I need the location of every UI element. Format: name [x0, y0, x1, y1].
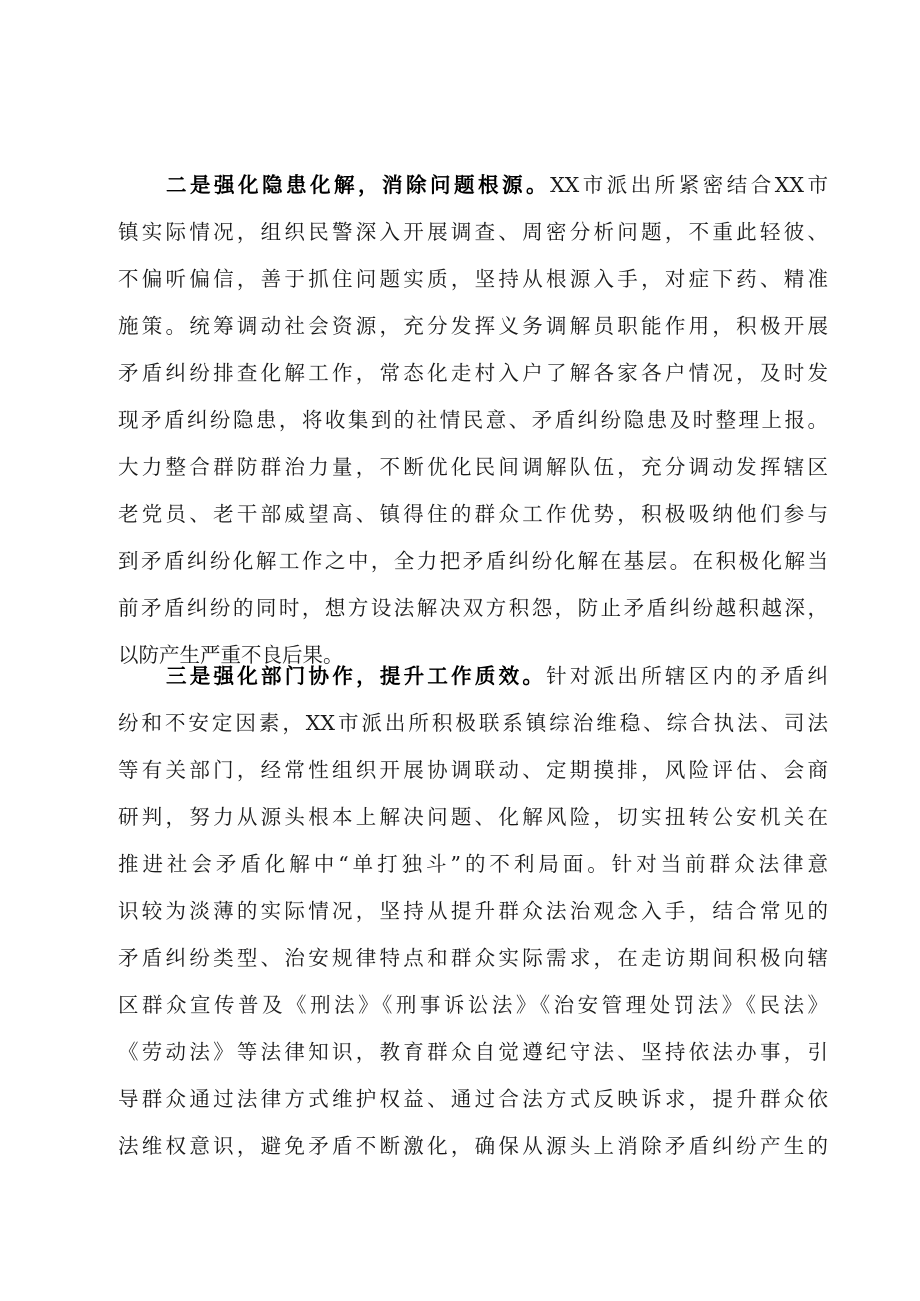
paragraph-line: 到矛盾纠纷化解工作之中，全力把矛盾纠纷化解在基层。在积极化解当 [118, 549, 828, 573]
paragraph-line: 矛盾纠纷类型、治安规律特点和群众实际需求，在走访期间积极向辖 [118, 946, 828, 970]
paragraph-hidden-danger-resolution [118, 162, 828, 679]
paragraph-line: 导群众通过法律方式维护权益、通过合法方式反映诉求，提升群众依 [118, 1087, 828, 1111]
paragraph-line: 研判，努力从源头根本上解决问题、化解风险，切实扭转公安机关在 [118, 805, 828, 829]
paragraph-line: 识较为淡薄的实际情况，坚持从提升群众法治观念入手，结合常见的 [118, 899, 828, 923]
paragraph-line: 镇实际情况，组织民警深入开展调查、周密分析问题，不重此轻彼、 [118, 220, 828, 244]
paragraph-lead: 三是强化部门协作，提升工作质效。 [166, 664, 547, 688]
paragraph-line: 前矛盾纠纷的同时，想方设法解决双方积怨，防止矛盾纠纷越积越深， [118, 596, 828, 620]
paragraph-line: 等有关部门，经常性组织开展协调联动、定期摸排，风险评估、会商 [118, 758, 828, 782]
paragraph-line: 矛盾纠纷排查化解工作，常态化走村入户了解各家各户情况，及时发 [118, 361, 828, 385]
paragraph-line: 以防产生严重不良后果。 [118, 643, 344, 667]
paragraph-line: 纷和不安定因素，XX市派出所积极联系镇综治维稳、综合执法、司法 [118, 711, 828, 735]
paragraph-line: 大力整合群防群治力量，不断优化民间调解队伍，充分调动发挥辖区 [118, 455, 828, 479]
paragraph-text: XX市派出所紧密结合XX市 [550, 173, 828, 197]
paragraph-lead: 二是强化隐患化解，消除问题根源。 [166, 173, 551, 197]
paragraph-line [118, 162, 828, 209]
paragraph-line [118, 653, 828, 700]
paragraph-department-cooperation [118, 653, 828, 1170]
paragraph-text: 针对派出所辖区内的矛盾纠 [546, 664, 829, 688]
paragraph-line: 法维权意识，避免矛盾不断激化，确保从源头上消除矛盾纠纷产生的 [118, 1134, 828, 1158]
paragraph-line: 区群众宣传普及《刑法》《刑事诉讼法》《治安管理处罚法》《民法》 [118, 993, 828, 1017]
paragraph-line: 现矛盾纠纷隐患，将收集到的社情民意、矛盾纠纷隐患及时整理上报。 [118, 408, 828, 432]
paragraph-line: 推进社会矛盾化解中“单打独斗”的不利局面。针对当前群众法律意 [118, 852, 828, 876]
paragraph-line: 施策。统筹调动社会资源，充分发挥义务调解员职能作用，积极开展 [118, 314, 828, 338]
paragraph-line: 不偏听偏信，善于抓住问题实质，坚持从根源入手，对症下药、精准 [118, 267, 828, 291]
paragraph-line: 《劳动法》等法律知识，教育群众自觉遵纪守法、坚持依法办事，引 [118, 1040, 828, 1064]
paragraph-line: 老党员、老干部威望高、镇得住的群众工作优势，积极吸纳他们参与 [118, 502, 828, 526]
